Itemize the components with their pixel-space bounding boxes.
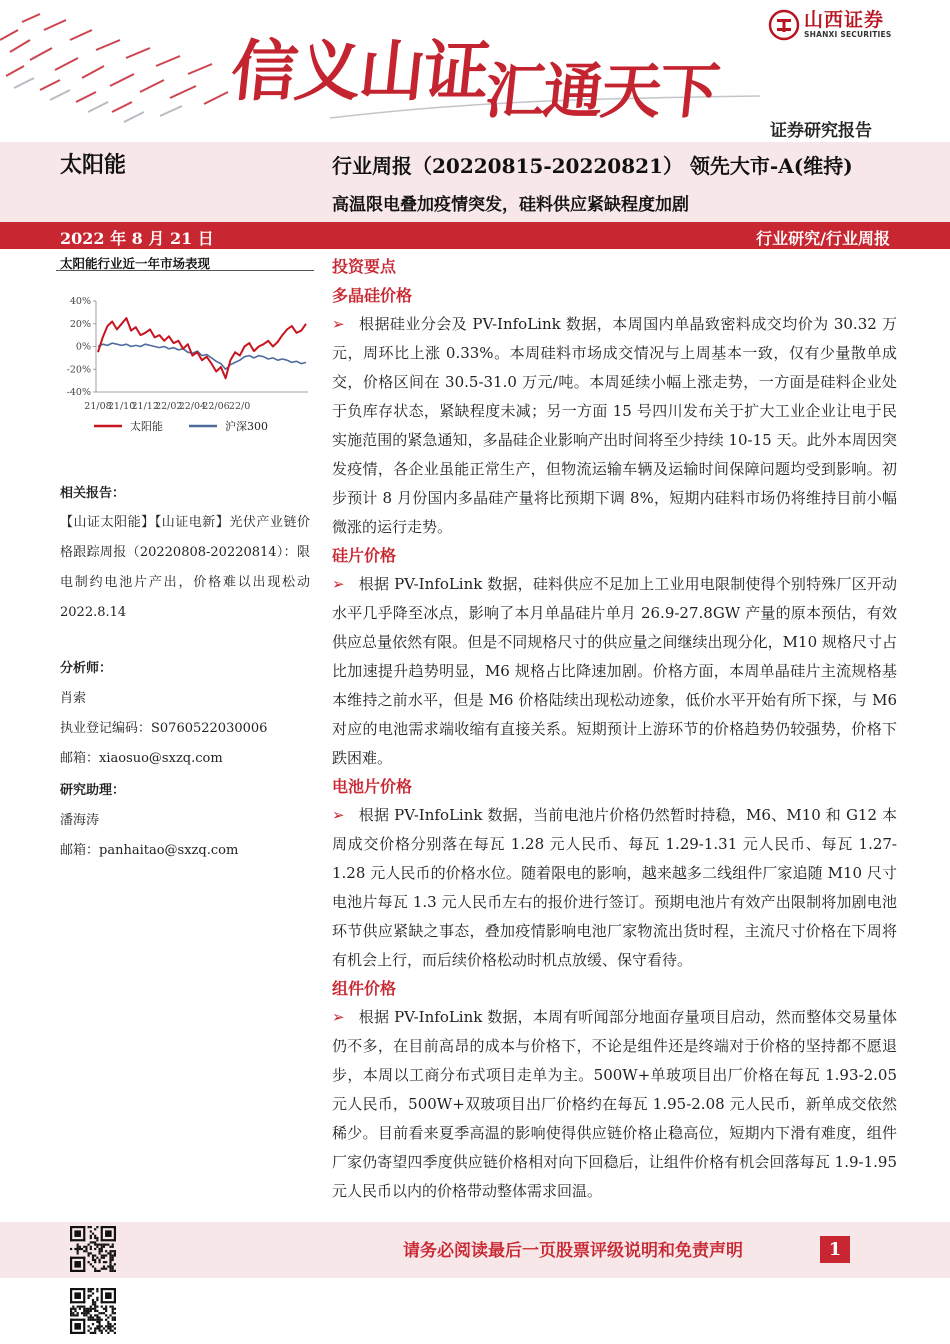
analyst-name: 肖索	[60, 691, 87, 706]
analyst-registration: 执业登记编码：S0760522030006	[60, 721, 268, 736]
qr-code-icon[interactable]	[70, 1288, 116, 1334]
paragraph-text: 根据 PV-InfoLink 数据，本周有听闻部分地面存量项目启动，然而整体交易量体仍不多，在目前高昂的成本与价格下，不论是组件还是终端对于价格的坚持都不愿退步，本周以工商分布式项目走单为主。500W+单玻项目出厂价格在每瓦 1.93-2.05 元人民币，500W+双玻项目出厂价格约在每瓦 1.95-2.08 元人民币，新单成交依然稀少。目前看来夏季高温的影响使得供应链价格止稳高位，短期内下滑有难度，组件厂家仍寄望四季度供应链价格相对向下回稳后，让组件价格有机会回落每瓦 1.9-1.95 元人民币以内的价格带动整体需求回温。	[332, 1008, 897, 1200]
bullet-arrow-icon: ➢	[332, 315, 345, 333]
bullet-arrow-icon: ➢	[332, 575, 345, 593]
company-logo	[768, 8, 891, 42]
assistant-info	[60, 806, 238, 866]
paragraph-text: 根据 PV-InfoLink 数据，当前电池片价格仍然暂时持稳，M6、M10 和 G12 本周成交价格分别落在每瓦 1.28 元人民币、每瓦 1.29-1.31 元人民币、每瓦 1.27-1.28 元人民币的价格水位。随着限电的影响，越来越多二线组件厂家追随 M10 尺寸电池片每瓦 1.3 元人民币左右的报价进行签订。预期电池片有效产出限制将加剧电池环节供应紧缺之事态，叠加疫情影响电池厂家物流出货时程，主流尺寸价格在下周将有机会上行，而后续价格松动时机点放缓、保守看待。	[332, 806, 897, 969]
report-category: 行业研究/行业周报	[756, 229, 890, 248]
page-number: 1	[820, 1236, 850, 1263]
assistant-heading: 研究助理：	[60, 783, 126, 798]
analyst-info	[60, 684, 267, 774]
bullet-arrow-icon: ➢	[332, 1008, 345, 1026]
y-tick-label: -40%	[66, 387, 91, 398]
section-paragraph-module	[332, 1003, 897, 1206]
chart-title-rule	[56, 270, 314, 271]
slogan-part1: 信义山证	[227, 32, 492, 110]
x-tick-label: 21/10	[107, 401, 136, 412]
section-paragraph-wafer	[332, 570, 897, 773]
assistant-email[interactable]: 邮箱：panhaitao@sxzq.com	[60, 843, 239, 858]
x-tick-label: 22/0	[228, 401, 251, 412]
slogan-part2: 汇通天下	[481, 57, 721, 127]
sector-name: 太阳能	[60, 153, 127, 178]
x-tick-label: 22/06	[202, 401, 230, 412]
series-line-csi300	[98, 343, 306, 369]
main-content	[332, 253, 897, 1206]
paragraph-text: 根据硅业分会及 PV-InfoLink 数据，本周国内单晶致密料成交均价为 30.32 万元，周环比上涨 0.33%。本周硅料市场成交情况与上周基本一致，仅有少量散单成交，价格区间在 30.5-31.0 万元/吨。本周延续小幅上涨走势，一方面是硅料企业处于负库存状态，紧缺程度未减；另一方面 15 号四川发布关于扩大工业企业让电于民实施范围的紧急通知，多晶硅企业影响产出时间将至少持续 10-15 天。此外本周因突发疫情，各企业虽能正常生产，但物流运输车辆及运输时间保障问题均受到影响。初步预计 8 月份国内多晶硅产量将比预期下调 8%，短期内硅料市场仍将维持目前小幅微涨的运行走势。	[332, 315, 897, 536]
x-tick-label: 22/04	[178, 401, 207, 412]
analyst-email[interactable]: 邮箱：xiaosuo@sxzq.com	[60, 751, 223, 766]
report-date: 2022 年 8 月 21 日	[60, 229, 214, 248]
report-title: 行业周报（20220815-20220821） 领先大市-A(维持)	[332, 154, 853, 178]
y-tick-label: 0%	[75, 341, 91, 353]
section-paragraph-cell	[332, 801, 897, 975]
section-title-module: 组件价格	[332, 979, 397, 998]
y-tick-label: -20%	[66, 364, 91, 376]
legend-label-csi300: 沪深300	[225, 420, 268, 433]
x-tick-label: 21/08	[84, 401, 112, 412]
report-subtitle: 高温限电叠加疫情突发，硅料供应紧缺程度加剧	[332, 195, 689, 215]
x-tick-label: 22/02	[155, 401, 183, 412]
document-type: 证券研究报告	[770, 121, 872, 141]
series-line-solar	[98, 318, 306, 378]
qr-code-icon[interactable]	[70, 1226, 116, 1272]
related-report-link[interactable]: 【山证太阳能】【山证电新】光伏产业链价格跟踪周报（20220808-20220814）：限电制约电池片产出，价格难以出现松动 2022.8.14	[60, 515, 310, 620]
related-reports-heading: 相关报告：	[60, 486, 126, 501]
logo-text-cn: 山西证券	[804, 9, 885, 31]
analyst-heading: 分析师：	[60, 661, 113, 676]
y-tick-label: 40%	[69, 296, 91, 307]
x-tick-label: 21/12	[131, 401, 159, 412]
assistant-name: 潘海涛	[60, 813, 100, 828]
bullet-arrow-icon: ➢	[332, 806, 345, 824]
banner-slogan	[227, 18, 725, 127]
logo-text-en: SHANXI SECURITIES	[804, 30, 892, 39]
investment-highlights-heading: 投资要点	[332, 257, 397, 276]
section-title-polysilicon: 多晶硅价格	[332, 286, 413, 305]
section-title-wafer: 硅片价格	[332, 546, 397, 565]
company-logo-icon	[768, 9, 800, 41]
disclaimer-notice: 请务必阅读最后一页股票评级说明和免责声明	[403, 1241, 743, 1261]
y-tick-label: 20%	[69, 318, 91, 330]
section-title-cell: 电池片价格	[332, 777, 413, 796]
market-performance-chart	[56, 286, 314, 438]
legend-label-solar: 太阳能	[130, 420, 163, 433]
section-paragraph-polysilicon	[332, 310, 897, 542]
paragraph-text: 根据 PV-InfoLink 数据，硅料供应不足加上工业用电限制使得个别特殊厂区开动水平几乎降至冰点，影响了本月单晶硅片单月 26.9-27.8GW 产量的原本预估，有效供应总量依然有限。但是不同规格尺寸的供应量之间继续出现分化，M10 规格尺寸占比加速提升趋势明显，M6 规格占比降速加剧。价格方面，本周单晶硅片主流规格基本维持之前水平，但是 M6 价格陆续出现松动迹象，低价水平开始有所下探，与 M6 对应的电池需求端收缩有直接关系。短期预计上游环节的价格趋势仍较强势，价格下跌困难。	[332, 575, 897, 767]
chart-title: 太阳能行业近一年市场表现	[60, 256, 211, 271]
